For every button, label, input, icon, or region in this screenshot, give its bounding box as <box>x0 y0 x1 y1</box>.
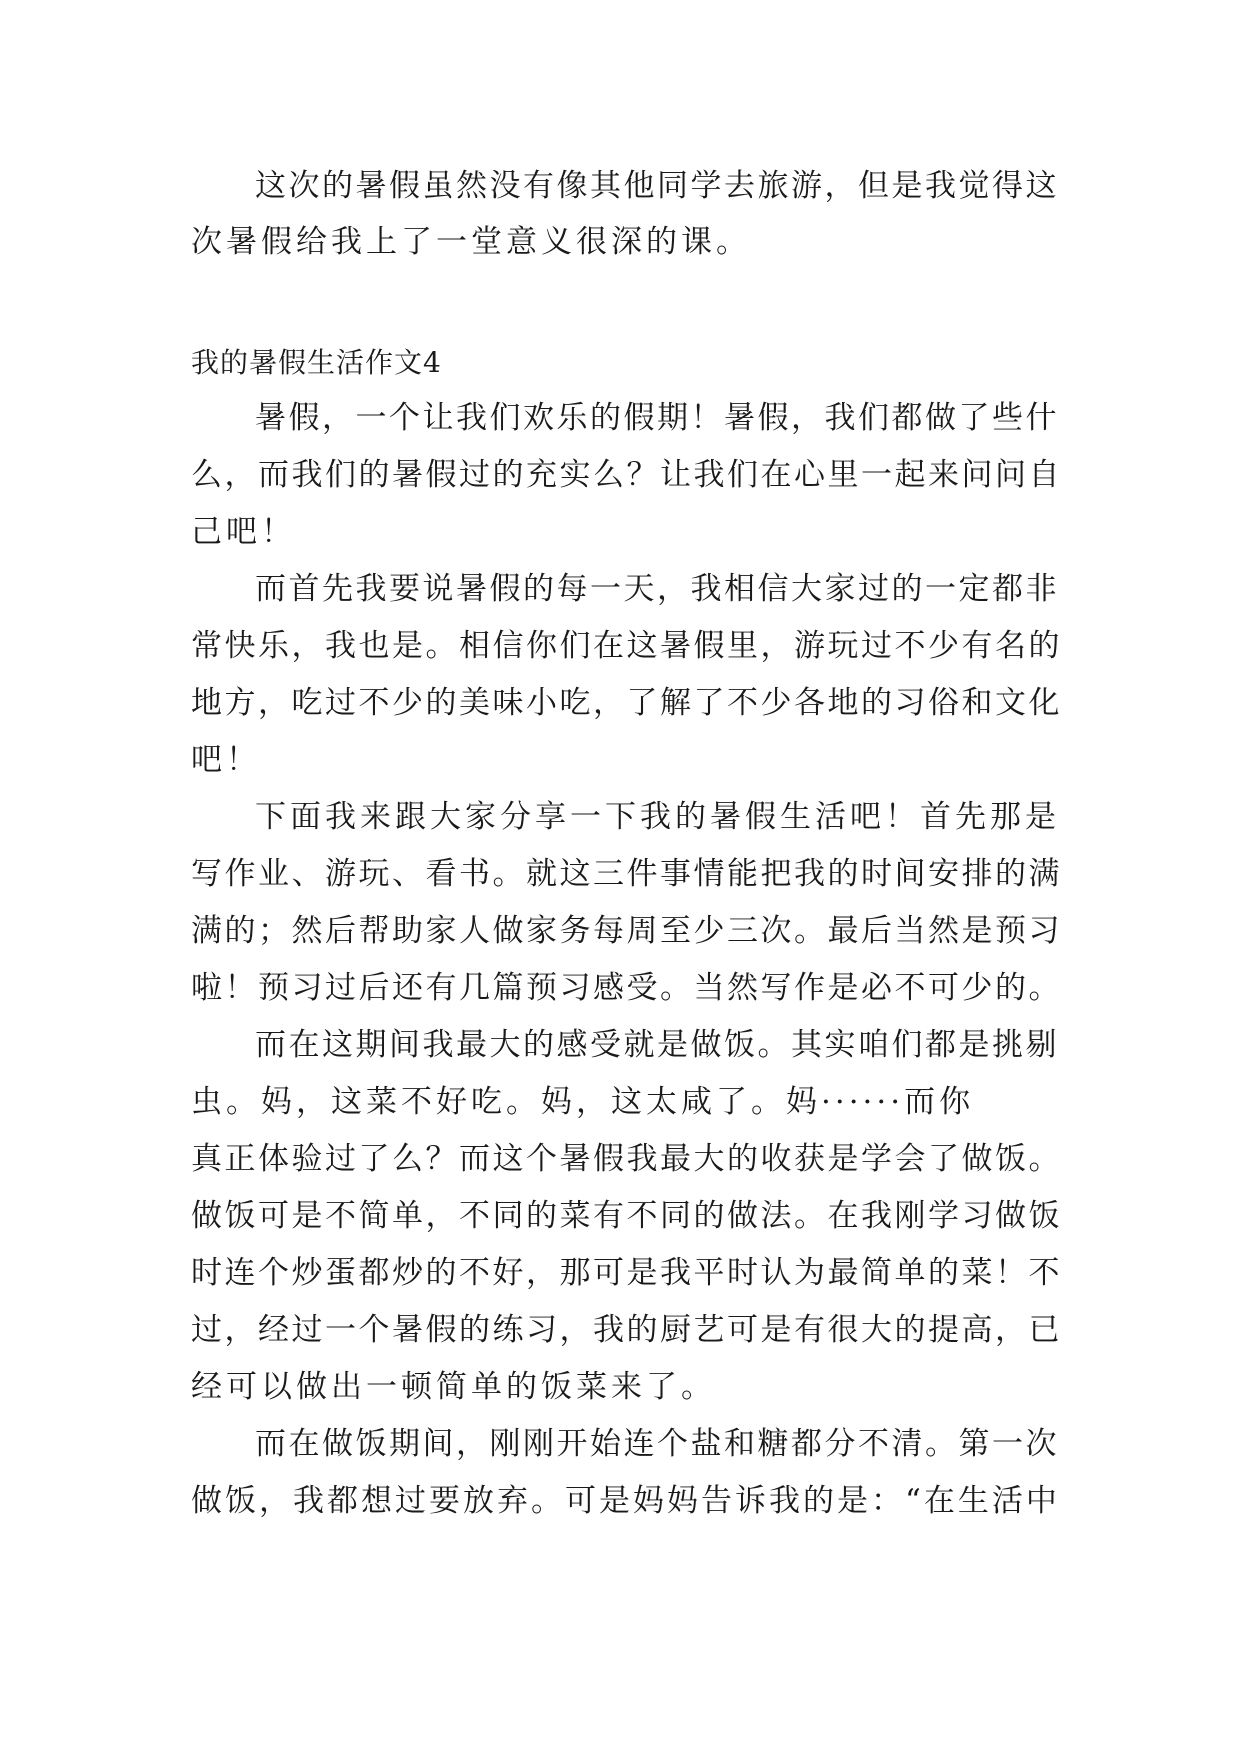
essay-heading: 我的暑假生活作文4 <box>191 346 442 379</box>
paragraph-line: 满的；然后帮助家人做家务每周至少三次。最后当然是预习 <box>191 913 1062 949</box>
paragraph-line: 经可以做出一顿简单的饭菜来了。 <box>191 1369 716 1405</box>
paragraph-line: 而在做饭期间，刚刚开始连个盐和糖都分不清。第一次 <box>255 1426 1059 1462</box>
paragraph-line: 下面我来跟大家分享一下我的暑假生活吧！首先那是 <box>255 799 1060 835</box>
paragraph-line: 常快乐，我也是。相信你们在这暑假里，游玩过不少有名的 <box>191 628 1062 664</box>
paragraph-line: 写作业、游玩、看书。就这三件事情能把我的时间安排的满 <box>191 856 1062 892</box>
paragraph-line: 地方，吃过不少的美味小吃，了解了不少各地的习俗和文化 <box>191 685 1062 721</box>
paragraph-line: 虫。妈，这菜不好吃。妈，这太咸了。妈······而你 <box>191 1084 975 1120</box>
paragraph-line: 次暑假给我上了一堂意义很深的课。 <box>191 224 751 260</box>
paragraph-line: 真正体验过了么？而这个暑假我最大的收获是学会了做饭。 <box>191 1141 1062 1177</box>
paragraph-line: 做饭可是不简单，不同的菜有不同的做法。在我刚学习做饭 <box>191 1198 1062 1234</box>
paragraph-line: 吧！ <box>191 742 261 778</box>
paragraph-line: 时连个炒蛋都炒的不好，那可是我平时认为最简单的菜！不 <box>191 1255 1062 1291</box>
paragraph-line: 么，而我们的暑假过的充实么？让我们在心里一起来问问自 <box>191 457 1062 493</box>
paragraph-line: 而在这期间我最大的感受就是做饭。其实咱们都是挑剔 <box>255 1027 1059 1063</box>
paragraph-line: 过，经过一个暑假的练习，我的厨艺可是有很大的提高，已 <box>191 1312 1062 1348</box>
paragraph-line: 而首先我要说暑假的每一天，我相信大家过的一定都非 <box>255 571 1059 607</box>
paragraph-line: 暑假，一个让我们欢乐的假期！暑假，我们都做了些什 <box>255 400 1059 436</box>
paragraph-line: 己吧！ <box>191 514 296 550</box>
paragraph-line: 做饭，我都想过要放弃。可是妈妈告诉我的是：“在生活中 <box>191 1483 1060 1519</box>
paragraph-line: 啦！预习过后还有几篇预习感受。当然写作是必不可少的。 <box>191 970 1062 1006</box>
paragraph-line: 这次的暑假虽然没有像其他同学去旅游，但是我觉得这 <box>255 168 1059 204</box>
